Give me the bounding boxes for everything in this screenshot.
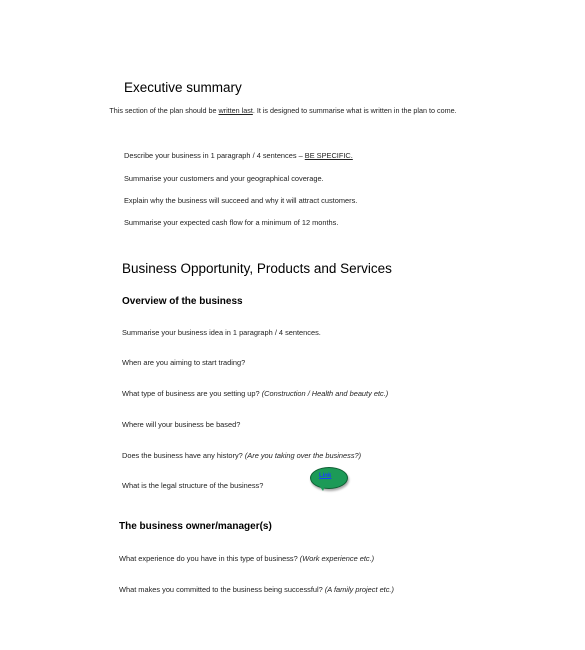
opportunity-question-1: Summarise your business idea in 1 paragraph / 4 sentences. xyxy=(122,328,321,337)
opportunity-question-5-hint: (Are you taking over the business?) xyxy=(244,451,362,460)
executive-item-2: Summarise your customers and your geographical coverage. xyxy=(124,174,324,183)
be-specific-emphasis: BE SPECIFIC. xyxy=(304,151,353,160)
overview-subheading: Overview of the business xyxy=(122,296,243,307)
opportunity-question-4: Where will your business be based? xyxy=(122,420,241,429)
owner-question-2-hint: (A family project etc.) xyxy=(324,585,394,594)
executive-item-3: Explain why the business will succeed and why it will attract customers. xyxy=(124,196,358,205)
owner-question-1 xyxy=(119,554,374,563)
owner-manager-heading: The business owner/manager(s) xyxy=(119,521,272,532)
business-opportunity-heading: Business Opportunity, Products and Services xyxy=(122,261,392,276)
executive-item-1-text: Describe your business in 1 paragraph / 4 sentences – xyxy=(124,151,305,160)
opportunity-question-2: When are you aiming to start trading? xyxy=(122,358,246,367)
owner-question-2-text: What makes you committed to the business being successful? xyxy=(119,585,325,594)
intro-text-1: This section of the plan should be xyxy=(109,106,219,115)
opportunity-question-3-hint: (Construction / Health and beauty etc.) xyxy=(261,389,389,398)
executive-intro xyxy=(103,106,463,116)
opportunity-question-3 xyxy=(122,389,388,398)
owner-question-2 xyxy=(119,585,394,594)
executive-summary-heading: Executive summary xyxy=(124,80,242,95)
executive-item-1 xyxy=(124,151,353,160)
executive-item-4: Summarise your expected cash flow for a minimum of 12 months. xyxy=(124,218,339,227)
opportunity-question-5-text: Does the business have any history? xyxy=(122,451,245,460)
owner-question-1-hint: (Work experience etc.) xyxy=(299,554,375,563)
opportunity-question-3-text: What type of business are you setting up? xyxy=(122,389,262,398)
opportunity-question-6: What is the legal structure of the business? xyxy=(122,481,264,490)
opportunity-question-5 xyxy=(122,451,361,460)
intro-emphasis: written last xyxy=(218,106,253,115)
speech-bubble-link[interactable]: Link xyxy=(319,473,332,479)
intro-text-2: . It is designed to summarise what is written in the plan to come. xyxy=(252,106,457,115)
speech-bubble-tail-icon xyxy=(318,484,326,491)
owner-question-1-text: What experience do you have in this type of business? xyxy=(119,554,300,563)
